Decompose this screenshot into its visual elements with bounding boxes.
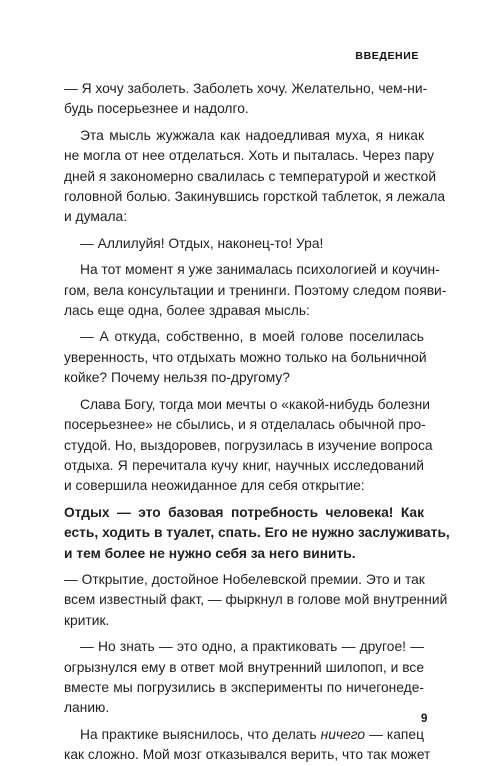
text-line: есть, ходить в туалет, спать. Его не нужно заслуживать, bbox=[64, 525, 450, 541]
text-segment: — капец bbox=[365, 726, 424, 742]
text-line: и тем более не нужно себя за него винить. bbox=[64, 545, 356, 561]
text-line: и совершила неожиданное для себя открытие: bbox=[64, 478, 365, 494]
text-line: всем известный факт, — фыркнул в голове мой внутренний bbox=[64, 592, 448, 608]
text-line: и думала: bbox=[64, 209, 128, 225]
text-line: гом, вела консультации и тренинги. Поэтому следом появи- bbox=[64, 282, 447, 298]
text-line: головной болью. Закинувшись горсткой таблеток, я лежала bbox=[64, 189, 446, 205]
text-line: Отдых — это базовая потребность человека! Как bbox=[64, 504, 424, 520]
text-line: Слава Богу, тогда мои мечты о «какой-нибудь болезни bbox=[80, 396, 430, 412]
text-line: отдыха. Я перечитала кучу книг, научных исследований bbox=[64, 457, 424, 473]
text-segment: На практике выяснилось, что делать bbox=[80, 726, 321, 742]
paragraph bbox=[64, 570, 448, 631]
text-line: ланию. bbox=[64, 700, 110, 716]
text-line: вместе мы погрузились в эксперименты по ничегонеде- bbox=[64, 679, 424, 695]
paragraph bbox=[64, 260, 447, 321]
text-line: койке? Почему нельзя по-другому? bbox=[64, 370, 290, 386]
emphasis-paragraph bbox=[64, 503, 450, 564]
text-line: уверенность, что отдыхать можно только на больничной bbox=[64, 349, 427, 365]
italic-word: ничего bbox=[320, 726, 366, 742]
paragraph bbox=[64, 79, 428, 120]
paragraph bbox=[64, 637, 424, 719]
page-number: 9 bbox=[421, 713, 428, 725]
paragraph bbox=[64, 126, 446, 228]
text-line: посерьезнее» не сбылись, и я отделалась обычной про- bbox=[64, 417, 426, 433]
text-line: будь посерьезнее и надолго. bbox=[64, 101, 249, 117]
text-line: — А откуда, собственно, в моей голове поселилась bbox=[80, 329, 424, 345]
text-line: лась еще одна, более здравая мысль: bbox=[64, 303, 310, 319]
paragraph bbox=[64, 725, 431, 766]
text-line: Эта мысль жужжала как надоедливая муха, я никак bbox=[80, 127, 424, 143]
text-line: — Открытие, достойное Нобелевской премии. Это и так bbox=[64, 571, 425, 587]
text-line: — Аллилуйя! Отдых, наконец-то! Ура! bbox=[80, 235, 324, 251]
text-line: дней я закономерно свалилась с температурой и жесткой bbox=[64, 168, 437, 184]
text-line: огрызнулся ему в ответ мой внутренний шилопоп, и все bbox=[64, 659, 424, 675]
text-line: критик. bbox=[64, 612, 110, 628]
text-line: как сложно. Мой мозг отказывался верить, что так может bbox=[64, 747, 431, 763]
text-line: — Я хочу заболеть. Заболеть хочу. Желательно, чем-ни- bbox=[64, 81, 428, 96]
text-line: студой. Но, выздоровев, погрузилась в изучение вопроса bbox=[64, 437, 433, 453]
text-line: — Но знать — это одно, а практиковать — другое! — bbox=[80, 639, 424, 655]
page-body bbox=[64, 79, 450, 766]
paragraph bbox=[64, 234, 424, 254]
running-header: ВВЕДЕНИЕ bbox=[355, 50, 419, 62]
paragraph bbox=[64, 395, 433, 497]
text-line: не могла от нее отделаться. Хоть и пыталась. Через пару bbox=[64, 148, 434, 164]
text-line bbox=[64, 725, 424, 745]
paragraph bbox=[64, 327, 427, 388]
text-line: На тот момент я уже занималась психологией и коучин- bbox=[80, 262, 440, 278]
